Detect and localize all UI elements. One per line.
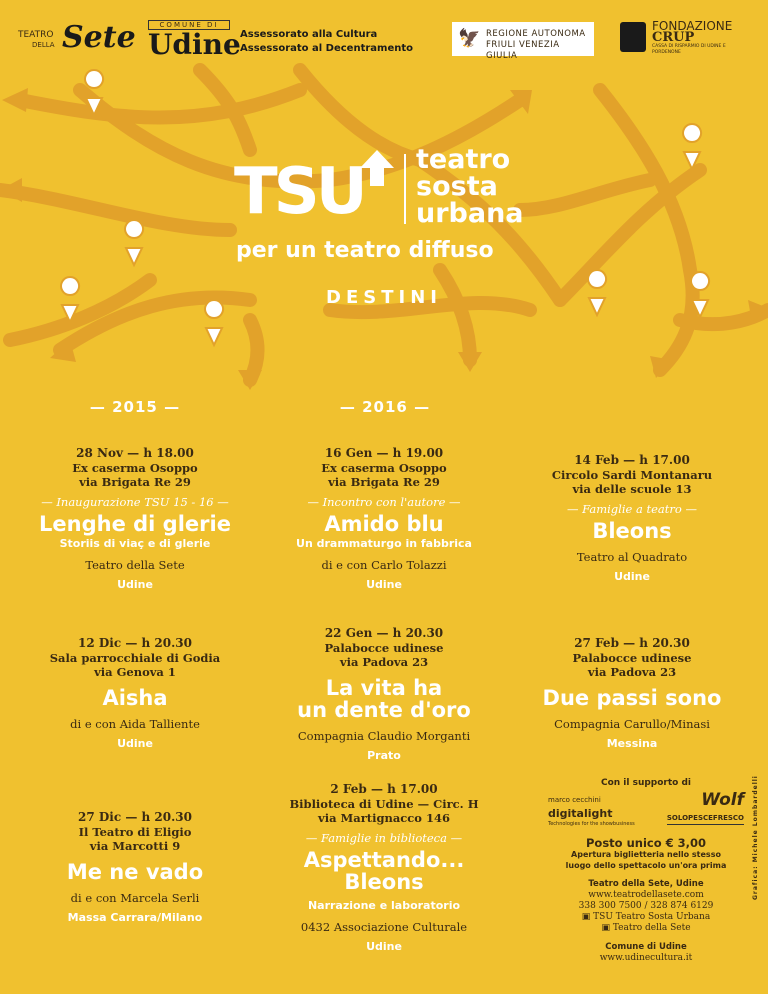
road: [520, 180, 650, 210]
logo-divider: [404, 154, 406, 224]
tagline: per un teatro diffuso: [236, 238, 494, 263]
event-tag: — Famiglie in biblioteca —: [305, 831, 463, 845]
logo-text: DELLA: [32, 41, 55, 49]
event-address: via Marcotti 9: [89, 839, 181, 853]
event-credits: Teatro della Sete: [85, 558, 185, 572]
road: [20, 90, 300, 118]
teatro-della-sete-logo: [18, 30, 55, 50]
event-title-line-2: Bleons: [344, 870, 424, 894]
event-subtitle: Narrazione e laboratorio: [307, 899, 461, 912]
event-credits: Compagnia Claudio Morganti: [297, 729, 471, 743]
event-card: [10, 810, 260, 924]
sponsor-heading: Con il supporto di: [600, 778, 692, 788]
fondazione-crup-icon: [620, 22, 646, 52]
sponsor-logo-cecchini: marco cecchini: [548, 796, 601, 804]
street-map-illustration: [0, 60, 768, 390]
year-2016: — 2016 —: [339, 398, 431, 416]
logo-text: CRUP: [652, 30, 695, 45]
event-title: La vita ha: [325, 676, 443, 700]
event-title: Bleons: [592, 519, 672, 543]
event-city: Massa Carrara/Milano: [67, 911, 203, 924]
event-title: Lenghe di glerie: [39, 512, 231, 536]
brand-name: [416, 146, 524, 227]
social-label: Teatro della Sete: [612, 923, 691, 933]
brand-name-line: teatro: [416, 144, 511, 175]
event-city: Messina: [606, 737, 658, 750]
event-date: 12 Dic — h 20.30: [78, 636, 192, 650]
event-venue: Ex caserma Osoppo: [72, 461, 198, 475]
event-card: [507, 453, 757, 583]
event-card: [259, 782, 509, 953]
event-address: via Martignacco 146: [318, 811, 450, 825]
location-pin-icon: [683, 124, 701, 169]
assessorato-line: Assessorato alla Cultura: [240, 29, 378, 40]
event-title: Aspettando...: [303, 848, 465, 872]
event-date: 16 Gen — h 19.00: [324, 446, 444, 460]
event-credits: Compagnia Carullo/Minasi: [554, 717, 710, 731]
event-subtitle: Storiis di viaç e di glerie: [59, 537, 211, 550]
sponsor-logo-digitalight: digitalight: [548, 807, 613, 820]
regione-fvg-logo: [452, 22, 594, 61]
social-label: TSU Teatro Sosta Urbana: [593, 912, 711, 922]
event-date: 2 Feb — h 17.00: [330, 782, 438, 796]
brand-name-line: urbana: [416, 198, 524, 229]
road: [0, 190, 230, 230]
event-address: via delle scuole 13: [572, 482, 692, 496]
event-date: 22 Gen — h 20.30: [324, 626, 444, 640]
event-city: Udine: [366, 578, 402, 591]
event-address: via Padova 23: [339, 655, 429, 669]
brand-name-line: sosta: [416, 171, 498, 202]
logo-text: CASSA DI RISPARMIO DI UDINE E PORDENONE: [652, 44, 726, 55]
year-2015: — 2015 —: [89, 398, 181, 416]
event-date: 14 Feb — h 17.00: [574, 453, 690, 467]
event-venue: Il Teatro di Eligio: [78, 825, 192, 839]
event-tag: — Famiglie a teatro —: [567, 502, 697, 516]
event-venue: Palabocce udinese: [324, 641, 444, 655]
logo-text: Udine: [148, 28, 241, 61]
event-subtitle: Un drammaturgo in fabbrica: [296, 537, 472, 550]
fondazione-crup-logo: [652, 20, 742, 56]
event-tag: — Inaugurazione TSU 15 - 16 —: [41, 495, 229, 509]
event-card: [507, 636, 757, 750]
event-credits: di e con Carlo Tolazzi: [321, 558, 447, 572]
event-date: 28 Nov — h 18.00: [76, 446, 194, 460]
location-pin-icon: [125, 220, 143, 265]
comune-di-udine-logo: [148, 20, 241, 62]
event-address: via Brigata Re 29: [79, 475, 191, 489]
event-venue: Biblioteca di Udine — Circ. H: [289, 797, 479, 811]
sponsor-info-panel: [548, 778, 744, 964]
logo-text: COMUNE DI: [148, 20, 230, 30]
comune-name: Comune di Udine: [605, 942, 687, 952]
event-address: via Padova 23: [587, 665, 677, 679]
sponsor-logo-digitalight-sub: Technologies for the showbusiness: [548, 821, 635, 827]
event-credits: di e con Aida Talliente: [70, 717, 200, 731]
event-title: Aisha: [102, 686, 168, 710]
sponsor-logo-wolf: Wolf: [701, 790, 744, 810]
event-card: [259, 446, 509, 591]
event-venue: Circolo Sardi Montanaru: [551, 468, 713, 482]
event-title-line-2: un dente d'oro: [297, 698, 471, 722]
sete-logo-wordmark: Sete: [62, 20, 136, 55]
event-credits: di e con Marcela Serli: [70, 891, 200, 905]
event-title: Amido blu: [324, 512, 444, 536]
comune-website[interactable]: www.udinecultura.it: [599, 953, 693, 963]
event-tag: — Incontro con l'autore —: [307, 495, 461, 509]
event-address: via Brigata Re 29: [328, 475, 440, 489]
ticket-price: Posto unico € 3,00: [586, 836, 706, 850]
social-line: [548, 912, 744, 923]
event-title: Me ne vado: [66, 860, 204, 884]
road-arrow: [238, 370, 262, 390]
event-title: Due passi sono: [542, 686, 722, 710]
event-card: [10, 636, 260, 750]
event-credits: Teatro al Quadrato: [576, 550, 688, 564]
arrow-up-icon: [360, 150, 394, 186]
assessorato-line: Assessorato al Decentramento: [240, 43, 414, 54]
event-venue: Ex caserma Osoppo: [321, 461, 447, 475]
ticket-note: luogo dello spettacolo un'ora prima: [565, 861, 727, 870]
organizer-website[interactable]: www.teatrodellasete.com: [588, 890, 704, 900]
event-address: via Genova 1: [94, 665, 176, 679]
sponsor-logo-bar: [0, 0, 768, 70]
road-arrow: [2, 88, 28, 112]
event-venue: Palabocce udinese: [572, 651, 692, 665]
ticket-note: Apertura biglietteria nello stesso: [571, 850, 721, 859]
tsu-logo: TSU: [234, 155, 364, 229]
logo-text: FONDAZIONE: [652, 19, 733, 33]
logo-text: REGIONE AUTONOMA: [486, 29, 586, 39]
road: [440, 270, 470, 360]
social-line: [548, 923, 744, 934]
event-card: [10, 446, 260, 591]
road-arrow: [458, 352, 482, 372]
theme-title: DESTINI: [326, 287, 442, 308]
event-city: Udine: [366, 940, 402, 953]
event-venue: Sala parrocchiale di Godia: [49, 651, 221, 665]
logo-text: TEATRO: [18, 30, 54, 40]
event-date: 27 Feb — h 20.30: [574, 636, 690, 650]
assessorato-text: [240, 28, 413, 56]
event-credits: 0432 Associazione Culturale: [300, 920, 468, 934]
road: [300, 70, 420, 160]
event-city: Prato: [367, 749, 401, 762]
event-city: Udine: [117, 578, 153, 591]
road: [600, 90, 693, 370]
organizer-name: Teatro della Sete, Udine: [588, 879, 704, 889]
facebook-icon: ▣: [581, 912, 594, 922]
design-credit: Grafica: Michele Lombardelli: [752, 775, 759, 900]
sponsor-logo-solopescefresco: SOLOPESCEFRESCO: [667, 813, 744, 825]
event-date: 27 Dic — h 20.30: [78, 810, 192, 824]
event-card: [259, 626, 509, 762]
event-city: Udine: [614, 570, 650, 583]
eagle-icon: 🦅: [458, 28, 481, 49]
event-city: Udine: [117, 737, 153, 750]
organizer-phone: 338 300 7500 / 328 874 6129: [578, 901, 714, 911]
logo-text: FRIULI VENEZIA GIULIA: [486, 40, 560, 61]
facebook-icon: ▣: [601, 923, 613, 933]
